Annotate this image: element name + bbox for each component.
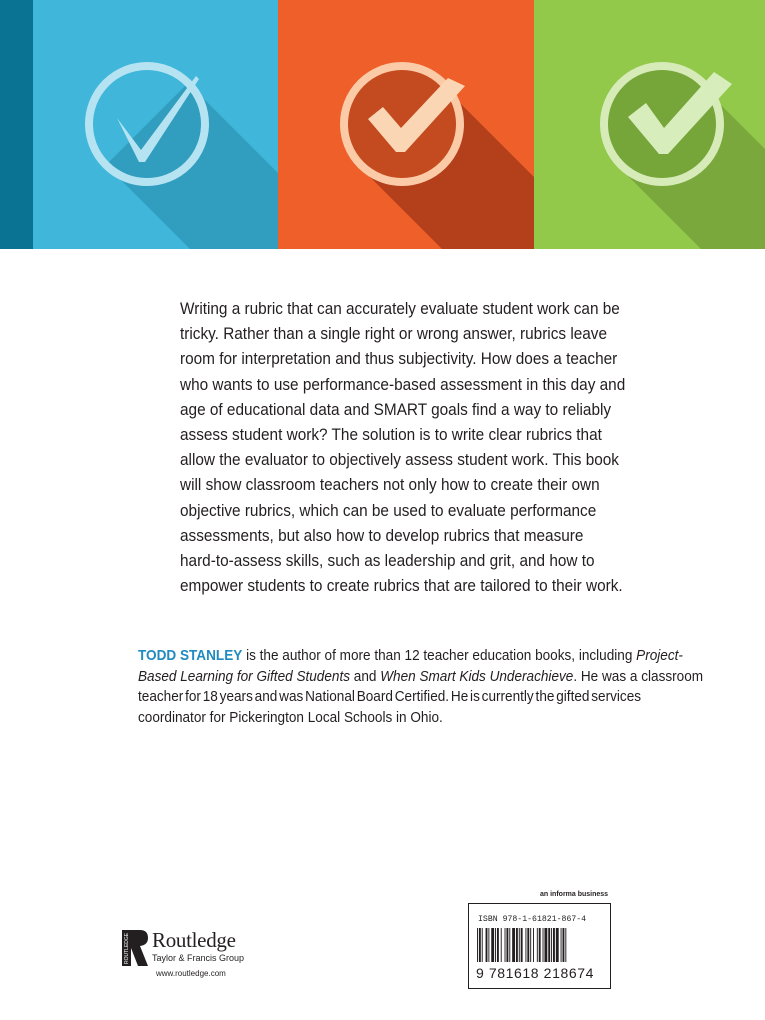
barcode-bar [479, 928, 481, 962]
barcode-bar [495, 928, 496, 962]
bio-line [138, 646, 683, 667]
routledge-mark-icon [122, 930, 148, 970]
cover-banner [0, 0, 765, 249]
bio-word: for [185, 689, 201, 705]
bio-word: years [219, 689, 253, 705]
isbn-label: ISBN 978-1-61821-867-4 [478, 915, 587, 924]
bio-text: and [350, 668, 381, 685]
barcode-bar [488, 928, 489, 962]
bio-book-title: Project- [636, 648, 683, 664]
barcode-bar [521, 928, 523, 962]
barcode-bar [509, 928, 510, 962]
barcode-bar [527, 928, 529, 962]
description-line: tricky. Rather than a single right or wrong answer, rubrics leave [180, 325, 608, 344]
description-line: objective rubrics, which can be used to evaluate performance [180, 501, 597, 520]
publisher-name: Routledge [152, 928, 236, 952]
isbn-barcode [468, 903, 611, 989]
bio-word: Certified. [394, 689, 450, 705]
publisher-group: Taylor & Francis Group [152, 953, 245, 963]
author-name: TODD STANLEY [138, 648, 243, 664]
bio-word: Board [356, 689, 393, 705]
bio-line [138, 667, 704, 688]
bio-book-title: Based Learning for Gifted Students [138, 668, 351, 685]
barcode-bar [537, 928, 538, 962]
bio-word: was [279, 689, 304, 705]
description-line: Writing a rubric that can accurately evaluate student work can be [180, 300, 620, 318]
bio-word: gifted [556, 689, 590, 705]
description-line: empower students to create rubrics that are tailored to their work. [180, 577, 623, 596]
barcode-bar [477, 928, 478, 962]
bio-word: the [535, 689, 555, 705]
barcode-bar [491, 928, 494, 962]
publisher-url: www.routledge.com [156, 969, 226, 978]
bio-word: teacher [138, 689, 184, 705]
routledge-mark-label: ROUTLEDGE [124, 932, 130, 964]
description-line: will show classroom teachers not only how to create their own [180, 476, 600, 495]
barcode-bar [544, 928, 547, 962]
bio-word: National [305, 689, 355, 705]
bio-line [138, 687, 641, 708]
bio-text: . He was a classroom [573, 668, 704, 685]
publisher-logo [118, 926, 278, 984]
barcode-bar [563, 928, 565, 962]
banner-panel-green [534, 0, 765, 249]
bio-word: 18 [202, 689, 218, 705]
barcode-bar [539, 928, 541, 962]
author-bio [138, 646, 704, 728]
bio-word: currently [481, 689, 534, 705]
bio-text: is the author of more than 12 teacher education books, including [242, 648, 637, 664]
informa-tagline: an informa business [540, 891, 609, 898]
barcode-bar [501, 928, 502, 962]
barcode-bar [565, 928, 566, 962]
barcode-bar [497, 928, 499, 962]
barcode-bar [506, 928, 508, 962]
description-line: age of educational data and SMART goals find a way to reliably [180, 400, 612, 419]
bio-line: coordinator for Pickerington Local Schools in Ohio. [138, 709, 443, 726]
banner-left-strip [0, 0, 33, 249]
book-description [180, 297, 626, 599]
barcode-bar [525, 928, 526, 962]
barcode-bar [553, 928, 555, 962]
barcode-bar [505, 928, 506, 962]
description-line: hard-to-assess skills, such as leadership and grit, and how to [180, 552, 595, 571]
bio-word: He [450, 689, 469, 705]
description-line: room for interpretation and thus subjectivity. How does a teacher [180, 350, 618, 369]
barcode-bar [533, 928, 534, 962]
bio-word: and [254, 689, 278, 705]
description-line: assessments, but also how to develop rubrics that measure [180, 526, 584, 545]
barcode-bar [551, 928, 552, 962]
bio-book-title: When Smart Kids Underachieve [380, 668, 574, 685]
barcode-digits: 9 781618 218674 [476, 965, 594, 981]
barcode-bar [530, 928, 531, 962]
barcode-bar [482, 928, 483, 962]
barcode-bar [561, 928, 562, 962]
bio-word: services [591, 689, 642, 705]
barcode-bar [556, 928, 559, 962]
barcode-bars [475, 928, 605, 964]
barcode-bar [512, 928, 515, 962]
bio-word: is [470, 689, 480, 705]
barcode-bar [543, 928, 544, 962]
barcode-bar [548, 928, 550, 962]
barcode-bar [516, 928, 518, 962]
description-line: who wants to use performance-based assessment in this day and [180, 375, 626, 394]
description-line: assess student work? The solution is to write clear rubrics that [180, 426, 602, 445]
description-line: allow the evaluator to objectively assess student work. This book [180, 451, 619, 470]
barcode-bar [486, 928, 488, 962]
barcode-bar [519, 928, 520, 962]
